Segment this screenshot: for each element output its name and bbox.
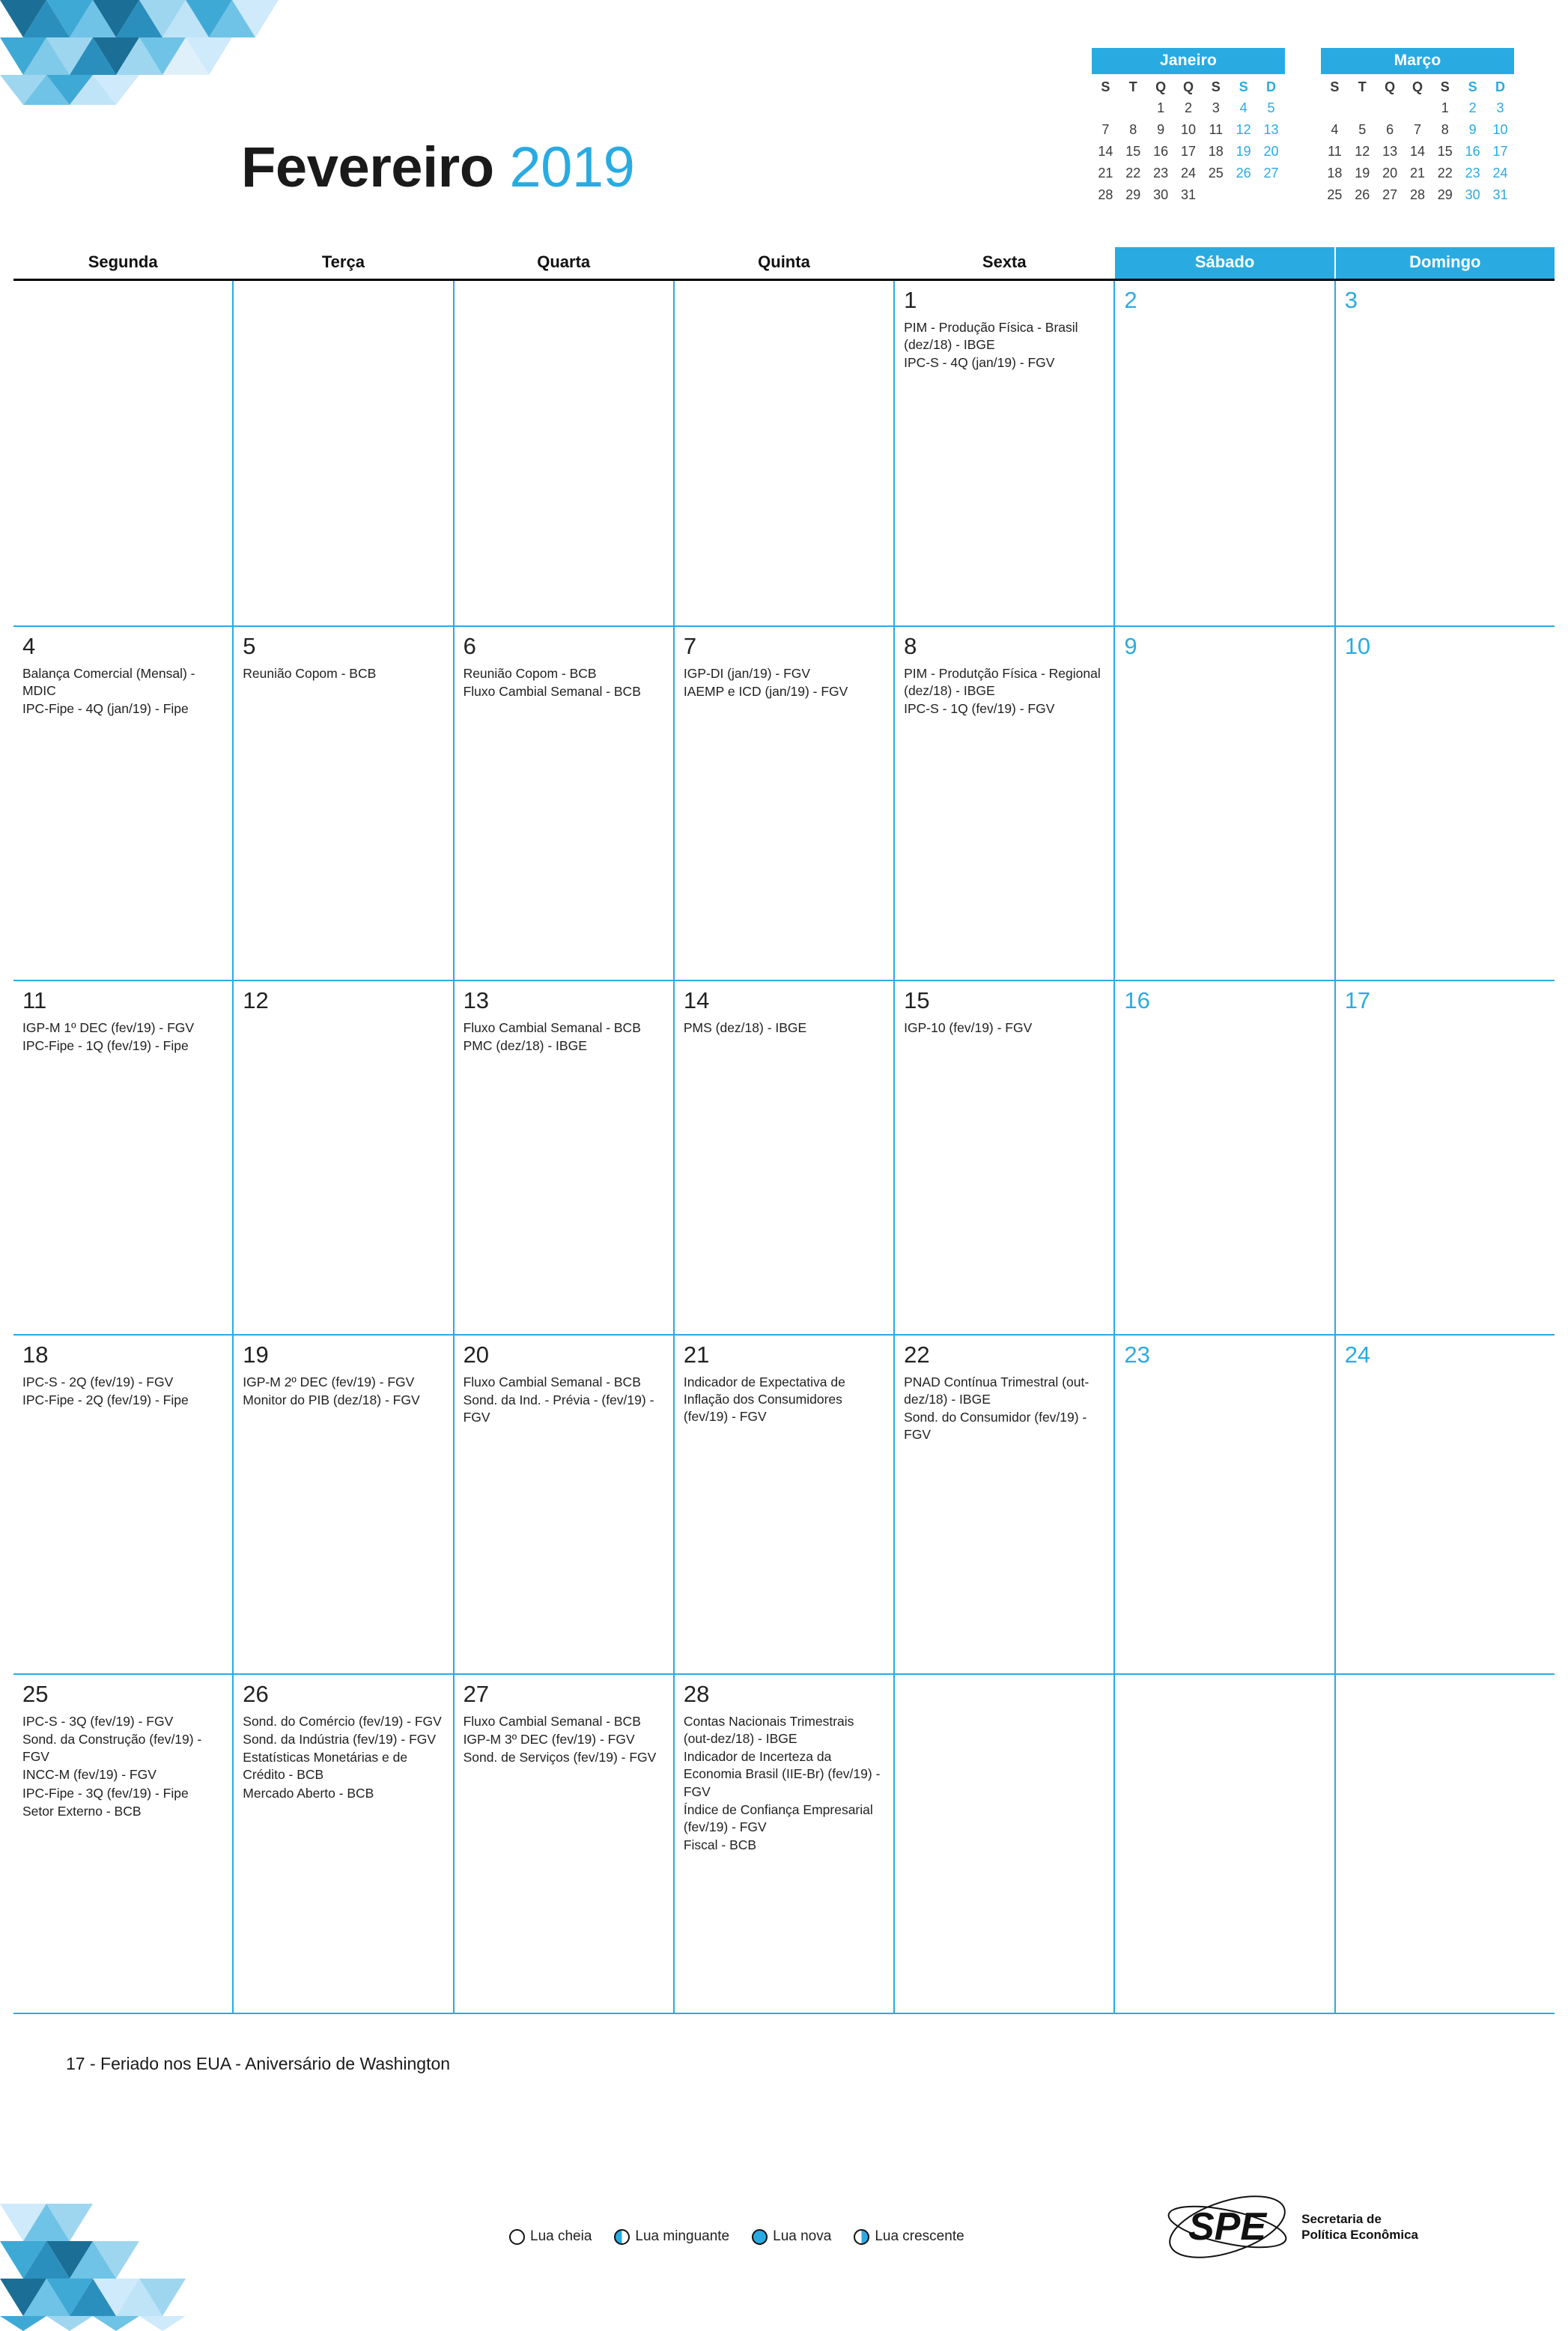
day-number: 4 — [22, 633, 36, 659]
day-number: 28 — [683, 1681, 710, 1707]
day-cell[interactable] — [895, 1336, 1115, 1673]
day-cell[interactable] — [1336, 1336, 1555, 1673]
mini-day: 31 — [1492, 187, 1508, 202]
day-events — [464, 1713, 664, 1767]
mini-day: 27 — [1382, 187, 1398, 202]
event-item: Fluxo Cambial Semanal - BCB — [463, 683, 641, 699]
mini-day: 16 — [1465, 144, 1480, 159]
event-item: IGP-10 (fev/19) - FGV — [904, 1019, 1033, 1035]
legend-label: Lua crescente — [875, 2228, 964, 2244]
day-number: 6 — [463, 633, 476, 659]
day-number: 20 — [463, 1342, 490, 1368]
event-item: IGP-M 2º DEC (fev/19) - FGV — [243, 1374, 415, 1389]
mini-day: 30 — [1153, 187, 1169, 202]
spe-logo — [1164, 2195, 1418, 2259]
mini-day: 8 — [1441, 122, 1449, 137]
week-row — [13, 1675, 1555, 2014]
moon-full-icon — [509, 2229, 525, 2245]
moon-phase-legend — [509, 2228, 964, 2245]
day-cell[interactable] — [13, 1675, 234, 2013]
mini-weekday: S — [1468, 79, 1477, 94]
event-item: Sond. do Consumidor (fev/19) - FGV — [904, 1410, 1087, 1443]
mini-day: 26 — [1355, 187, 1370, 202]
day-events — [22, 1019, 223, 1055]
mini-day — [1092, 97, 1119, 119]
day-cell[interactable] — [13, 281, 234, 625]
mini-day: 11 — [1209, 122, 1224, 137]
day-events — [243, 1713, 443, 1802]
day-cell[interactable] — [1115, 627, 1335, 980]
mini-day: 19 — [1355, 166, 1370, 181]
day-events — [684, 1374, 884, 1426]
week-row — [13, 281, 1555, 627]
day-events — [243, 665, 443, 682]
weekday-header-quinta: Quinta — [675, 247, 895, 279]
mini-day: 23 — [1465, 166, 1480, 181]
mini-day — [1349, 97, 1376, 119]
mini-weekday: Q — [1155, 79, 1167, 94]
mini-day — [1257, 184, 1285, 206]
day-events — [464, 1374, 664, 1427]
weekday-header-sexta: Sexta — [895, 247, 1115, 279]
day-cell[interactable] — [675, 627, 895, 980]
mini-day: 28 — [1098, 187, 1113, 202]
mini-weekday: S — [1440, 79, 1450, 94]
day-number: 27 — [463, 1681, 490, 1707]
event-item: Sond. da Construção (fev/19) - FGV — [22, 1731, 202, 1765]
event-item: IPC-Fipe - 3Q (fev/19) - Fipe — [22, 1785, 189, 1801]
day-number: 22 — [904, 1342, 930, 1368]
day-number: 25 — [22, 1681, 49, 1707]
day-cell[interactable] — [234, 627, 454, 980]
day-cell[interactable] — [1336, 281, 1555, 625]
spe-logo-line2: Política Econômica — [1301, 2228, 1418, 2242]
mini-month-title: Março — [1321, 48, 1514, 74]
mini-day: 14 — [1409, 144, 1425, 159]
mini-weekday: S — [1239, 79, 1248, 94]
mini-day: 20 — [1382, 166, 1398, 181]
week-row — [13, 981, 1555, 1336]
day-events — [904, 1374, 1104, 1444]
mini-day: 11 — [1328, 144, 1342, 159]
mini-day: 10 — [1180, 122, 1196, 137]
mini-day: 4 — [1331, 122, 1339, 137]
event-item: Setor Externo - BCB — [22, 1803, 142, 1819]
mini-day: 15 — [1125, 144, 1141, 159]
day-cell[interactable] — [1115, 981, 1335, 1334]
day-cell[interactable] — [13, 1336, 234, 1673]
mini-day: 22 — [1125, 166, 1141, 181]
day-number: 24 — [1344, 1342, 1371, 1368]
mini-day: 27 — [1263, 166, 1279, 181]
mini-weekday: T — [1128, 79, 1137, 94]
event-item: IAEMP e ICD (jan/19) - FGV — [683, 683, 848, 699]
day-events — [243, 1374, 443, 1410]
decorative-triangles-bottom — [0, 2159, 419, 2331]
day-cell[interactable] — [1115, 1675, 1335, 2013]
mini-day: 5 — [1358, 122, 1367, 137]
event-item: Fluxo Cambial Semanal - BCB — [463, 1713, 641, 1729]
event-item: PMS (dez/18) - IBGE — [683, 1019, 807, 1035]
mini-month-march — [1321, 48, 1514, 206]
day-cell[interactable] — [234, 281, 454, 625]
mini-day: 17 — [1180, 144, 1196, 159]
mini-day: 15 — [1437, 144, 1453, 159]
day-cell[interactable] — [13, 627, 234, 980]
mini-weekday: Q — [1411, 79, 1423, 94]
day-number: 21 — [683, 1342, 710, 1368]
title-year: 2019 — [509, 136, 635, 199]
mini-month-title: Janeiro — [1092, 48, 1285, 74]
day-number: 3 — [1344, 287, 1358, 313]
legend-item-lua-nova — [752, 2228, 831, 2245]
day-events — [22, 1374, 223, 1410]
mini-day: 18 — [1327, 166, 1343, 181]
mini-day: 24 — [1492, 166, 1508, 181]
day-cell[interactable] — [1336, 1675, 1555, 2013]
weekday-header-terca: Terça — [234, 247, 454, 279]
mini-day: 9 — [1468, 122, 1477, 137]
event-item: PMC (dez/18) - IBGE — [463, 1037, 587, 1053]
day-number: 1 — [904, 287, 917, 313]
mini-day: 18 — [1208, 144, 1224, 159]
legend-item-lua-cheia — [509, 2228, 592, 2245]
mini-day: 26 — [1236, 166, 1251, 181]
mini-day: 24 — [1180, 166, 1196, 181]
mini-day: 13 — [1382, 144, 1398, 159]
mini-day — [1404, 97, 1432, 119]
day-number: 7 — [683, 633, 697, 659]
day-cell[interactable] — [1336, 627, 1555, 980]
mini-day: 1 — [1441, 100, 1449, 115]
event-item: Reunião Copom - BCB — [463, 665, 597, 681]
week-row — [13, 627, 1555, 981]
day-cell[interactable] — [1115, 281, 1335, 625]
mini-day: 12 — [1236, 122, 1251, 137]
day-cell[interactable] — [675, 1675, 895, 2013]
mini-day — [1202, 184, 1230, 206]
mini-day: 12 — [1355, 144, 1370, 159]
event-item: Sond. do Comércio (fev/19) - FGV — [243, 1713, 442, 1729]
mini-day: 13 — [1263, 122, 1279, 137]
day-events — [904, 319, 1104, 372]
mini-day: 3 — [1212, 100, 1220, 115]
mini-day: 5 — [1267, 100, 1275, 115]
day-cell[interactable] — [13, 981, 234, 1334]
day-cell[interactable] — [455, 1336, 675, 1673]
event-item: PIM - Produtção Física - Regional (dez/18) - IBGE — [904, 665, 1101, 698]
mini-day: 29 — [1437, 187, 1453, 202]
week-row — [13, 1336, 1555, 1675]
moon-waning-icon — [614, 2229, 630, 2245]
mini-month-table — [1321, 77, 1514, 206]
mini-day: 25 — [1208, 166, 1224, 181]
legend-label: Lua cheia — [530, 2228, 592, 2244]
event-item: IPC-S - 2Q (fev/19) - FGV — [22, 1374, 174, 1389]
mini-day: 21 — [1409, 166, 1425, 181]
day-events — [904, 1019, 1104, 1037]
mini-day: 21 — [1098, 166, 1113, 181]
event-item: Sond. da Indústria (fev/19) - FGV — [243, 1731, 437, 1747]
mini-day: 10 — [1492, 122, 1508, 137]
legend-label: Lua nova — [773, 2228, 832, 2244]
mini-weekday: Q — [1385, 79, 1396, 94]
day-number: 18 — [22, 1342, 49, 1368]
spe-logo-line1: Secretaria de — [1301, 2211, 1382, 2226]
mini-day: 28 — [1409, 187, 1425, 202]
event-item: PIM - Produção Física - Brasil (dez/18) - IBGE — [904, 319, 1078, 352]
moon-new-icon — [752, 2229, 768, 2245]
event-item: Contas Nacionais Trimestrais (out-dez/18) - IBGE — [683, 1713, 854, 1746]
day-number: 9 — [1124, 633, 1137, 659]
mini-month-table — [1092, 77, 1285, 206]
event-item: Sond. de Serviços (fev/19) - FGV — [463, 1750, 657, 1765]
day-number: 26 — [243, 1681, 269, 1707]
day-number: 5 — [243, 633, 256, 659]
day-cell[interactable] — [455, 627, 675, 980]
event-item: IPC-S - 1Q (fev/19) - FGV — [904, 701, 1055, 717]
event-item: IGP-DI (jan/19) - FGV — [683, 665, 811, 681]
event-item: Fluxo Cambial Semanal - BCB — [463, 1019, 641, 1035]
mini-day: 20 — [1263, 144, 1279, 159]
day-cell[interactable] — [1336, 981, 1555, 1334]
spe-logo-acronym: SPE — [1188, 2205, 1267, 2249]
event-item: Índice de Confiança Empresarial (fev/19) - FGV — [683, 1801, 873, 1835]
day-cell[interactable] — [675, 981, 895, 1334]
mini-day: 9 — [1157, 122, 1165, 137]
day-cell[interactable] — [455, 981, 675, 1334]
day-number: 17 — [1344, 987, 1371, 1013]
event-item: INCC-M (fev/19) - FGV — [22, 1767, 157, 1783]
weekday-header-domingo: Domingo — [1336, 247, 1555, 279]
mini-weekday: S — [1211, 79, 1221, 94]
mini-weekday: S — [1101, 79, 1110, 94]
day-cell[interactable] — [234, 1675, 454, 2013]
mini-month-january — [1092, 48, 1285, 206]
day-number: 11 — [22, 987, 47, 1013]
mini-day — [1321, 97, 1349, 119]
event-item: Indicador de Expectativa de Inflação dos Consumidores (fev/19) - FGV — [683, 1374, 845, 1425]
page-title — [241, 135, 634, 200]
mini-day: 1 — [1157, 100, 1165, 115]
spe-logo-mark — [1164, 2195, 1291, 2259]
mini-day: 22 — [1437, 166, 1453, 181]
mini-day — [1230, 184, 1257, 206]
day-events — [22, 665, 223, 718]
event-item: Indicador de Incerteza da Economia Brasil (IIE-Br) (fev/19) - FGV — [683, 1749, 881, 1799]
day-number: 10 — [1344, 633, 1371, 659]
mini-day: 7 — [1413, 122, 1421, 137]
mini-day: 19 — [1236, 144, 1251, 159]
mini-day: 31 — [1180, 187, 1196, 202]
event-item: IPC-S - 4Q (jan/19) - FGV — [904, 355, 1055, 371]
legend-item-lua-crescente — [854, 2228, 964, 2245]
holiday-footnote: 17 - Feriado nos EUA - Aniversário de Washington — [66, 2054, 451, 2073]
day-cell[interactable] — [895, 281, 1115, 625]
mini-day: 2 — [1184, 100, 1192, 115]
weekday-header-segunda: Segunda — [13, 247, 234, 279]
mini-day: 2 — [1468, 100, 1477, 115]
day-events — [464, 665, 664, 701]
mini-months — [1092, 48, 1514, 206]
day-events — [684, 1019, 884, 1037]
mini-day: 23 — [1153, 166, 1169, 181]
day-cell[interactable] — [1115, 1336, 1335, 1673]
event-item: IGP-M 1º DEC (fev/19) - FGV — [22, 1019, 195, 1035]
day-number: 23 — [1124, 1342, 1150, 1368]
event-item: Sond. da Ind. - Prévia - (fev/19) - FGV — [463, 1392, 654, 1425]
day-number: 13 — [463, 987, 490, 1013]
day-cell[interactable] — [895, 627, 1115, 980]
legend-item-lua-minguante — [614, 2228, 729, 2245]
day-events — [22, 1713, 223, 1821]
mini-day: 17 — [1492, 144, 1508, 159]
mini-day: 29 — [1125, 187, 1141, 202]
mini-day: 3 — [1496, 100, 1504, 115]
day-events — [464, 1019, 664, 1055]
day-cell[interactable] — [234, 981, 454, 1334]
event-item: IPC-Fipe - 4Q (jan/19) - Fipe — [22, 701, 189, 717]
weekday-header-sabado: Sábado — [1115, 247, 1335, 279]
mini-day: 16 — [1153, 144, 1169, 159]
day-cell[interactable] — [455, 281, 675, 625]
day-cell[interactable] — [895, 981, 1115, 1334]
mini-weekday: D — [1495, 79, 1506, 94]
event-item: Fluxo Cambial Semanal - BCB — [463, 1374, 641, 1389]
day-number: 16 — [1124, 987, 1150, 1013]
legend-label: Lua minguante — [635, 2228, 730, 2244]
event-item: Mercado Aberto - BCB — [243, 1785, 374, 1801]
calendar-grid — [13, 247, 1555, 2014]
mini-day: 25 — [1327, 187, 1343, 202]
event-item: PNAD Contínua Trimestral (out-dez/18) - IBGE — [904, 1374, 1090, 1407]
day-cell[interactable] — [675, 281, 895, 625]
day-events — [684, 665, 884, 701]
event-item: Reunião Copom - BCB — [243, 665, 377, 681]
day-cell[interactable] — [675, 1336, 895, 1673]
weekday-header-row — [13, 247, 1555, 281]
mini-day: 6 — [1386, 122, 1394, 137]
mini-day: 30 — [1465, 187, 1480, 202]
title-month: Fevereiro — [241, 136, 494, 199]
mini-day: 14 — [1098, 144, 1113, 159]
mini-day: 8 — [1129, 122, 1137, 137]
event-item: Fiscal - BCB — [683, 1837, 757, 1853]
event-item: IGP-M 3º DEC (fev/19) - FGV — [463, 1731, 635, 1747]
day-number: 14 — [683, 987, 710, 1013]
day-cell[interactable] — [895, 1675, 1115, 2013]
mini-weekday: T — [1358, 79, 1367, 94]
mini-weekday: Q — [1182, 79, 1194, 94]
weekday-header-quarta: Quarta — [455, 247, 675, 279]
mini-day: 4 — [1239, 100, 1248, 115]
day-events — [904, 665, 1104, 718]
day-cell[interactable] — [234, 1336, 454, 1673]
day-number: 12 — [243, 987, 269, 1013]
spe-logo-subtitle — [1301, 2211, 1418, 2243]
day-events — [684, 1713, 884, 1855]
moon-waxing-icon — [854, 2229, 869, 2245]
day-number: 19 — [243, 1342, 269, 1368]
event-item: Balança Comercial (Mensal) - MDIC — [22, 665, 195, 698]
mini-day — [1376, 97, 1404, 119]
mini-weekday: S — [1330, 79, 1340, 94]
event-item: IPC-Fipe - 1Q (fev/19) - Fipe — [22, 1037, 189, 1053]
day-number: 15 — [904, 987, 930, 1013]
event-item: Monitor do PIB (dez/18) - FGV — [243, 1392, 420, 1407]
day-number: 2 — [1124, 287, 1137, 313]
event-item: Estatísticas Monetárias e de Crédito - BCB — [243, 1750, 408, 1783]
event-item: IPC-S - 3Q (fev/19) - FGV — [22, 1713, 174, 1729]
day-cell[interactable] — [455, 1675, 675, 2013]
mini-day — [1119, 97, 1147, 119]
event-item: IPC-Fipe - 2Q (fev/19) - Fipe — [22, 1392, 189, 1407]
mini-day: 7 — [1101, 122, 1110, 137]
day-number: 8 — [904, 633, 917, 659]
mini-weekday: D — [1266, 79, 1277, 94]
decorative-triangles-top — [0, 0, 464, 105]
